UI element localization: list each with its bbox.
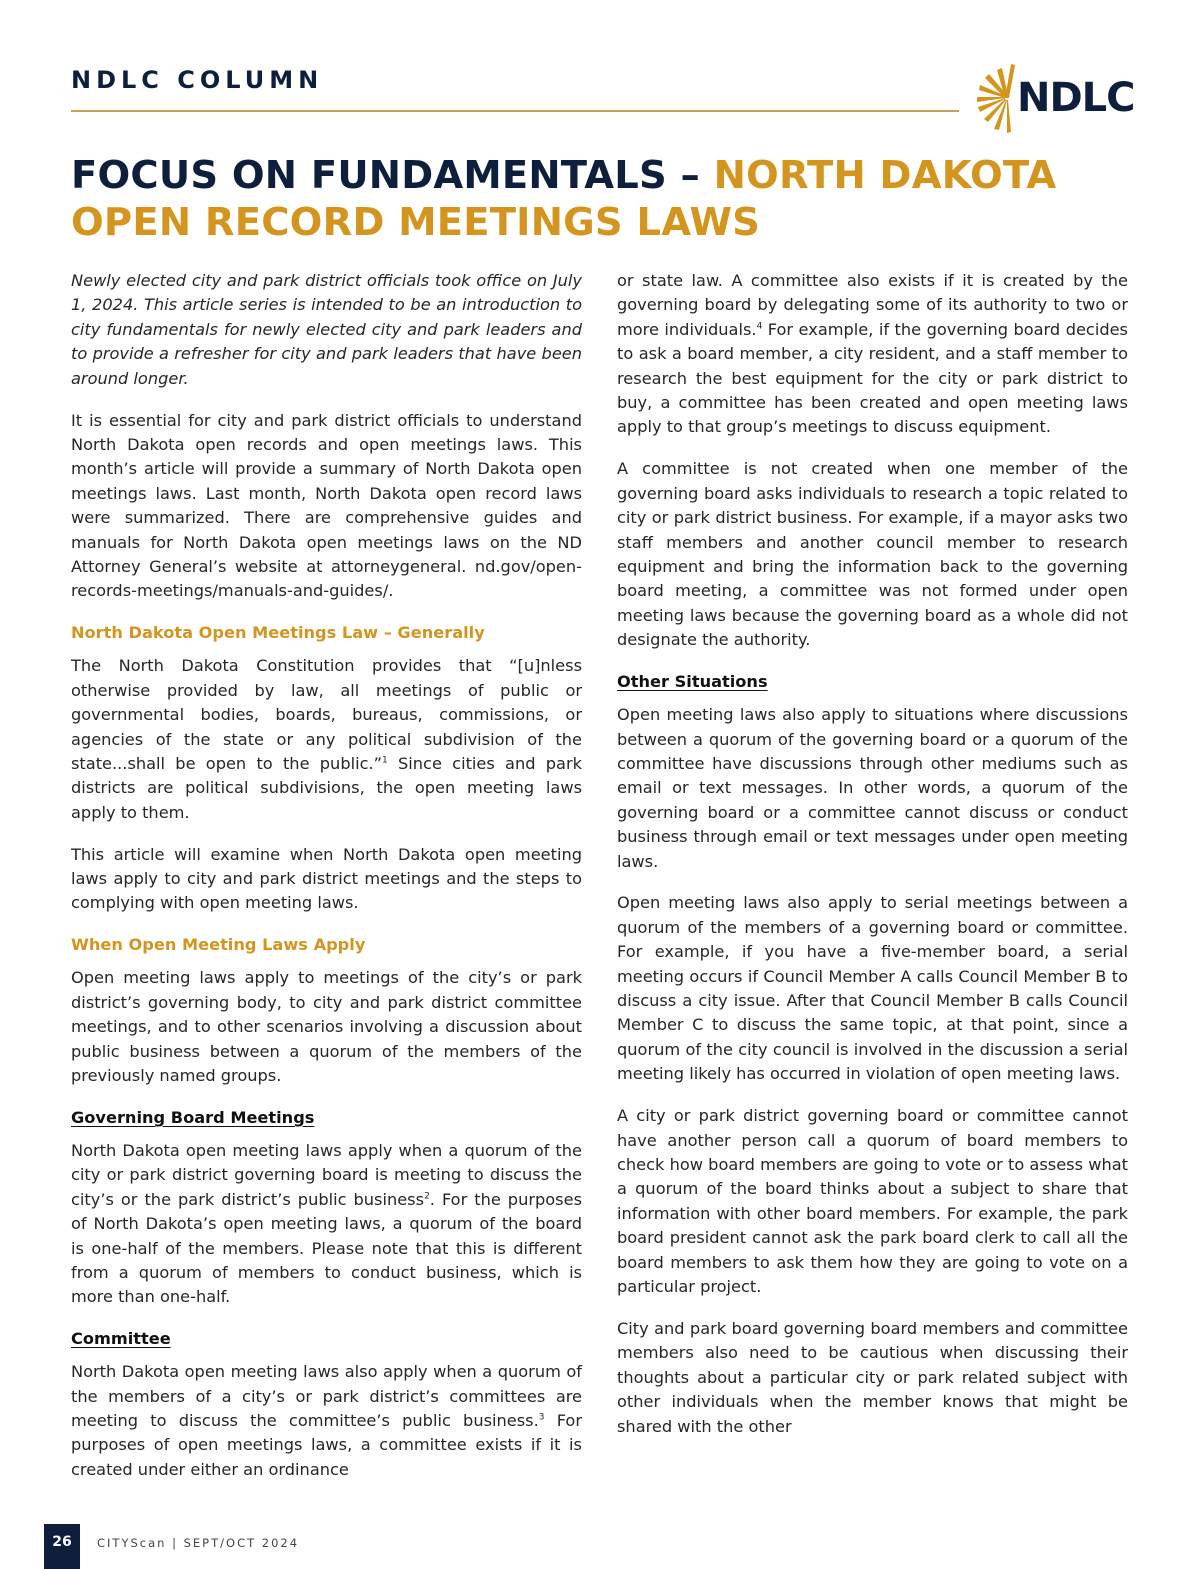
subheading-governing-board: Governing Board Meetings [71, 1107, 315, 1127]
text: or state law. A committee also exists if it is created by the governing board by delegating some of its authority to two or more individuals. [617, 271, 1128, 339]
intro-paragraph: Newly elected city and park district officials took office on July 1, 2024. This article series is intended to be an introduction to city fundamentals for newly elected city and park leaders and to provide a refresher for city and park leaders that have been around longer. [71, 271, 582, 388]
page-title [71, 152, 1151, 246]
subheading-committee: Committee [71, 1329, 171, 1349]
footnote-ref: 2 [424, 1191, 430, 1202]
right-column [617, 269, 1128, 1456]
left-column [71, 269, 582, 1500]
title-part-navy: FOCUS ON FUNDAMENTALS – [71, 153, 714, 198]
text: North Dakota open meeting laws also apply when a quorum of the members of a city’s or park district’s committees are meeting to discuss the committee’s public business. [71, 1362, 582, 1431]
paragraph: A committee is not created when one member of the governing board asks individuals to research a topic related to city or park district business. For example, if a mayor asks two staff members and another council member to research equipment and bring the information back to the governing board meeting, a committee was not formed under open meeting laws because the governing board as a whole did not designate the authority. [617, 459, 1128, 650]
paragraph: Open meeting laws apply to meetings of the city’s or park district’s governing body, to city and park district committee meetings, and to other scenarios involving a discussion about public business between a quorum of the members of the previously named groups. [71, 968, 582, 1085]
section-heading-apply: When Open Meeting Laws Apply [71, 935, 366, 955]
paragraph: A city or park district governing board or committee cannot have another person call a quorum of board members to check how board members are going to vote or to assess what a quorum of the board thinks about a subject to share that information with other board members. For example, the park board president cannot ask the park board clerk to call all the board members to ask them how they are going to vote on a particular project. [617, 1106, 1128, 1297]
paragraph: Open meeting laws also apply to serial meetings between a quorum of the members of a governing board or committee. For example, if you have a five-member board, a serial meeting occurs if Council Member A calls Council Member B to discuss a city issue. After that Council Member B calls Council Member C to discuss the same topic, at that point, since a quorum of the city council is involved in the discussion a serial meeting likely has occurred in violation of open meeting laws. [617, 893, 1128, 1084]
footnote-ref: 1 [382, 755, 388, 766]
paragraph [617, 269, 1128, 440]
subheading-other-situations: Other Situations [617, 672, 768, 692]
text: The North Dakota Constitution provides that “[u]nless otherwise provided by law, all meetings of public or governmental bodies, boards, bureaus, commissions, or agencies of the state or any political subdivision of the state...shall be open to the public.” [71, 656, 582, 773]
kicker-divider [71, 110, 959, 112]
paragraph: This article will examine when North Dakota open meeting laws apply to city and park district meetings and the steps to complying with open meeting laws. [71, 844, 582, 913]
footnote-ref: 4 [756, 321, 763, 332]
paragraph: City and park board governing board members and committee members also need to be cautious when discussing their thoughts about a particular city or park related subject with other individuals when the member knows that might be shared with the other [617, 1318, 1128, 1436]
page-number: 26 [44, 1524, 80, 1569]
text: For purposes of open meetings laws, a committee exists if it is created under either an ordinance [71, 1411, 582, 1479]
title-part-gold: NORTH DAKOTA OPEN RECORD MEETINGS LAWS [71, 153, 1057, 245]
text: Since cities and park districts are political subdivisions, the open meeting laws apply to them. [71, 753, 582, 822]
publication-info: CITYScan | SEPT/OCT 2024 [97, 1536, 300, 1550]
paragraph [71, 1360, 582, 1482]
section-kicker: NDLC COLUMN [71, 66, 324, 94]
text: North Dakota open meeting laws apply when a quorum of the city or park district governing board is meeting to discuss the city’s or the park district’s public business [71, 1140, 582, 1209]
text: For example, if the governing board decides to ask a board member, a city resident, and a staff member to research the best equipment for the city or park district to buy, a committee has been created and open meeting laws apply to that group’s meetings to discuss equipment. [617, 319, 1128, 437]
paragraph: Open meeting laws also apply to situations where discussions between a quorum of the governing board or a quorum of the committee have discussions through other mediums such as email or text messages. In other words, a quorum of the governing board or a committee cannot discuss or conduct business through email or text messages under open meeting laws. [617, 705, 1128, 871]
paragraph [71, 1139, 582, 1310]
text: . For the purposes of North Dakota’s open meeting laws, a quorum of the board is one-half of the members. Please note that this is different from a quorum of members to conduct business, which is more than one-half. [71, 1189, 583, 1307]
ndlc-logo [975, 60, 1135, 136]
section-heading-generally: North Dakota Open Meetings Law – Generally [71, 623, 485, 643]
sunburst-icon [975, 62, 1015, 134]
footnote-ref: 3 [538, 1412, 545, 1423]
paragraph: It is essential for city and park district officials to understand North Dakota open records and open meetings laws. This month’s article will provide a summary of North Dakota open meetings laws. Last month, North Dakota open record laws were summarized. There are comprehensive guides and manuals for North Dakota open meetings laws on the ND Attorney General’s website at attorneygeneral. nd.gov/open-records-meetings/manuals-and-guides/. [71, 410, 582, 601]
paragraph [71, 654, 582, 825]
logo-wordmark: NDLC [1017, 75, 1135, 121]
